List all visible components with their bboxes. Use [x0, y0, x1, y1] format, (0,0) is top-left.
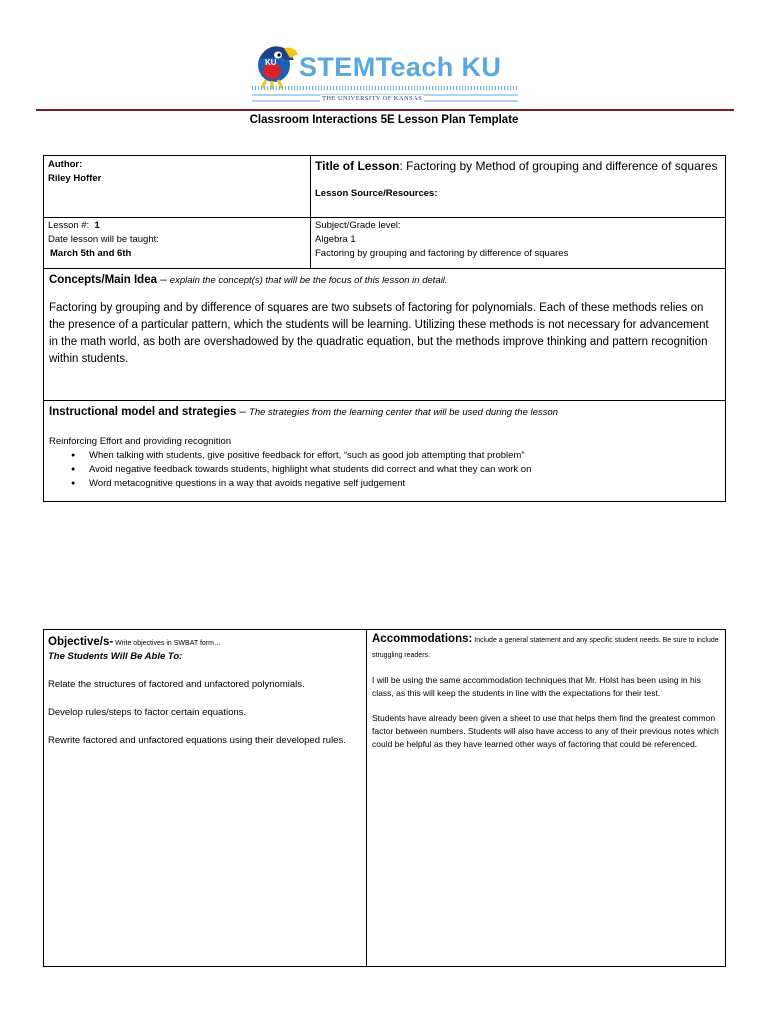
header-divider — [36, 109, 734, 111]
logo-badge: KU — [265, 58, 277, 67]
university-name: THE UNIVERSITY OF KANSAS — [322, 95, 423, 102]
strategy-list — [49, 449, 720, 491]
concepts-heading — [49, 272, 720, 289]
accommodations-heading — [372, 632, 720, 662]
instructional-note: The strategies from the learning center that will be used during the lesson — [249, 407, 558, 418]
source-label: Lesson Source/Resources: — [315, 188, 438, 199]
title-label: Title of Lesson — [315, 159, 400, 173]
document-title: Classroom Interactions 5E Lesson Plan Template — [249, 114, 519, 126]
concepts-note: explain the concept(s) that will be the focus of this lesson in detail. — [169, 275, 448, 286]
swbat-label: The Students Will Be Able To: — [48, 651, 183, 662]
concepts-body: Factoring by grouping and by difference of squares are two subsets of factoring for polynomials. Each of these methods relies on the presence of a particular pattern, which the students will be learning. Utilizing these methods is not necessary for advancement in the math world, as both are overshadowed by the quadratic equation, but the methods improve thinking and pattern recognition within students. — [49, 302, 709, 365]
list-item: Relate the structures of factored and unfactored polynomials. — [48, 679, 305, 690]
subject-label: Subject/Grade level: — [315, 220, 401, 231]
instructional-heading — [49, 404, 720, 421]
accommodations-cell — [366, 629, 726, 967]
accommodations-title: Accommodations: — [372, 633, 473, 645]
objectives-note: Write objectives in SWBAT form… — [113, 640, 221, 647]
list-item: I will be using the same accommodation techniques that Mr. Holst has been using in his class, as this will keep the students in line with the expectations for their test. — [372, 675, 701, 698]
list-item: ● Word metacognitive questions in a way that avoids negative self judgement — [89, 477, 720, 491]
lesson-number — [48, 219, 306, 233]
objectives-heading — [48, 632, 362, 650]
subject-value: Algebra 1 — [315, 234, 356, 245]
list-item: ● Avoid negative feedback towards students, highlight what students did correct and what they can work on — [89, 463, 720, 477]
concepts-dash: – — [157, 274, 170, 286]
lesson-number-label: Lesson #: — [48, 220, 90, 231]
instructional-title: Instructional model and strategies — [49, 406, 237, 418]
concepts-cell — [43, 268, 726, 401]
instructional-intro: Reinforcing Effort and providing recognition — [49, 436, 232, 447]
instructional-cell — [43, 400, 726, 502]
lesson-number-value: 1 — [94, 220, 100, 231]
concepts-title: Concepts/Main Idea — [49, 274, 157, 286]
list-item: ● When talking with students, give positive feedback for effort, “such as good job attempting that problem” — [89, 449, 720, 463]
instructional-dash: – — [236, 406, 250, 418]
list-item: Students have already been given a sheet to use that helps them find the greatest common factor between numbers. Students will also have access to any of their previous notes which could be helpful as they have learned other ways of factoring that could be referenced. — [372, 713, 719, 749]
lesson-number-cell — [43, 217, 311, 269]
subject-topic: Factoring by grouping and factoring by difference of squares — [315, 248, 569, 259]
author-label: Author: — [48, 159, 83, 170]
date-label: Date lesson will be taught: — [48, 234, 159, 245]
lesson-title — [315, 158, 721, 174]
objectives-cell — [43, 629, 367, 967]
objectives-title: Objective/s- — [48, 636, 114, 648]
author-name: Riley Hoffer — [48, 173, 102, 184]
accommodations-note: Include a general statement and any specific student needs. Be sure to include struggling readers. — [372, 637, 719, 659]
author-cell — [43, 155, 311, 218]
subject-cell — [310, 217, 726, 269]
list-item: Rewrite factored and unfactored equations using their developed rules. — [48, 735, 346, 746]
stemteach-logo — [250, 38, 522, 106]
date-value: March 5th and 6th — [50, 248, 132, 259]
title-value: : Factoring by Method of grouping and difference of squares — [399, 159, 718, 173]
list-item: Develop rules/steps to factor certain equations. — [48, 707, 247, 718]
lesson-title-cell — [310, 155, 726, 218]
logo-text: STEMTeach KU — [299, 52, 502, 82]
